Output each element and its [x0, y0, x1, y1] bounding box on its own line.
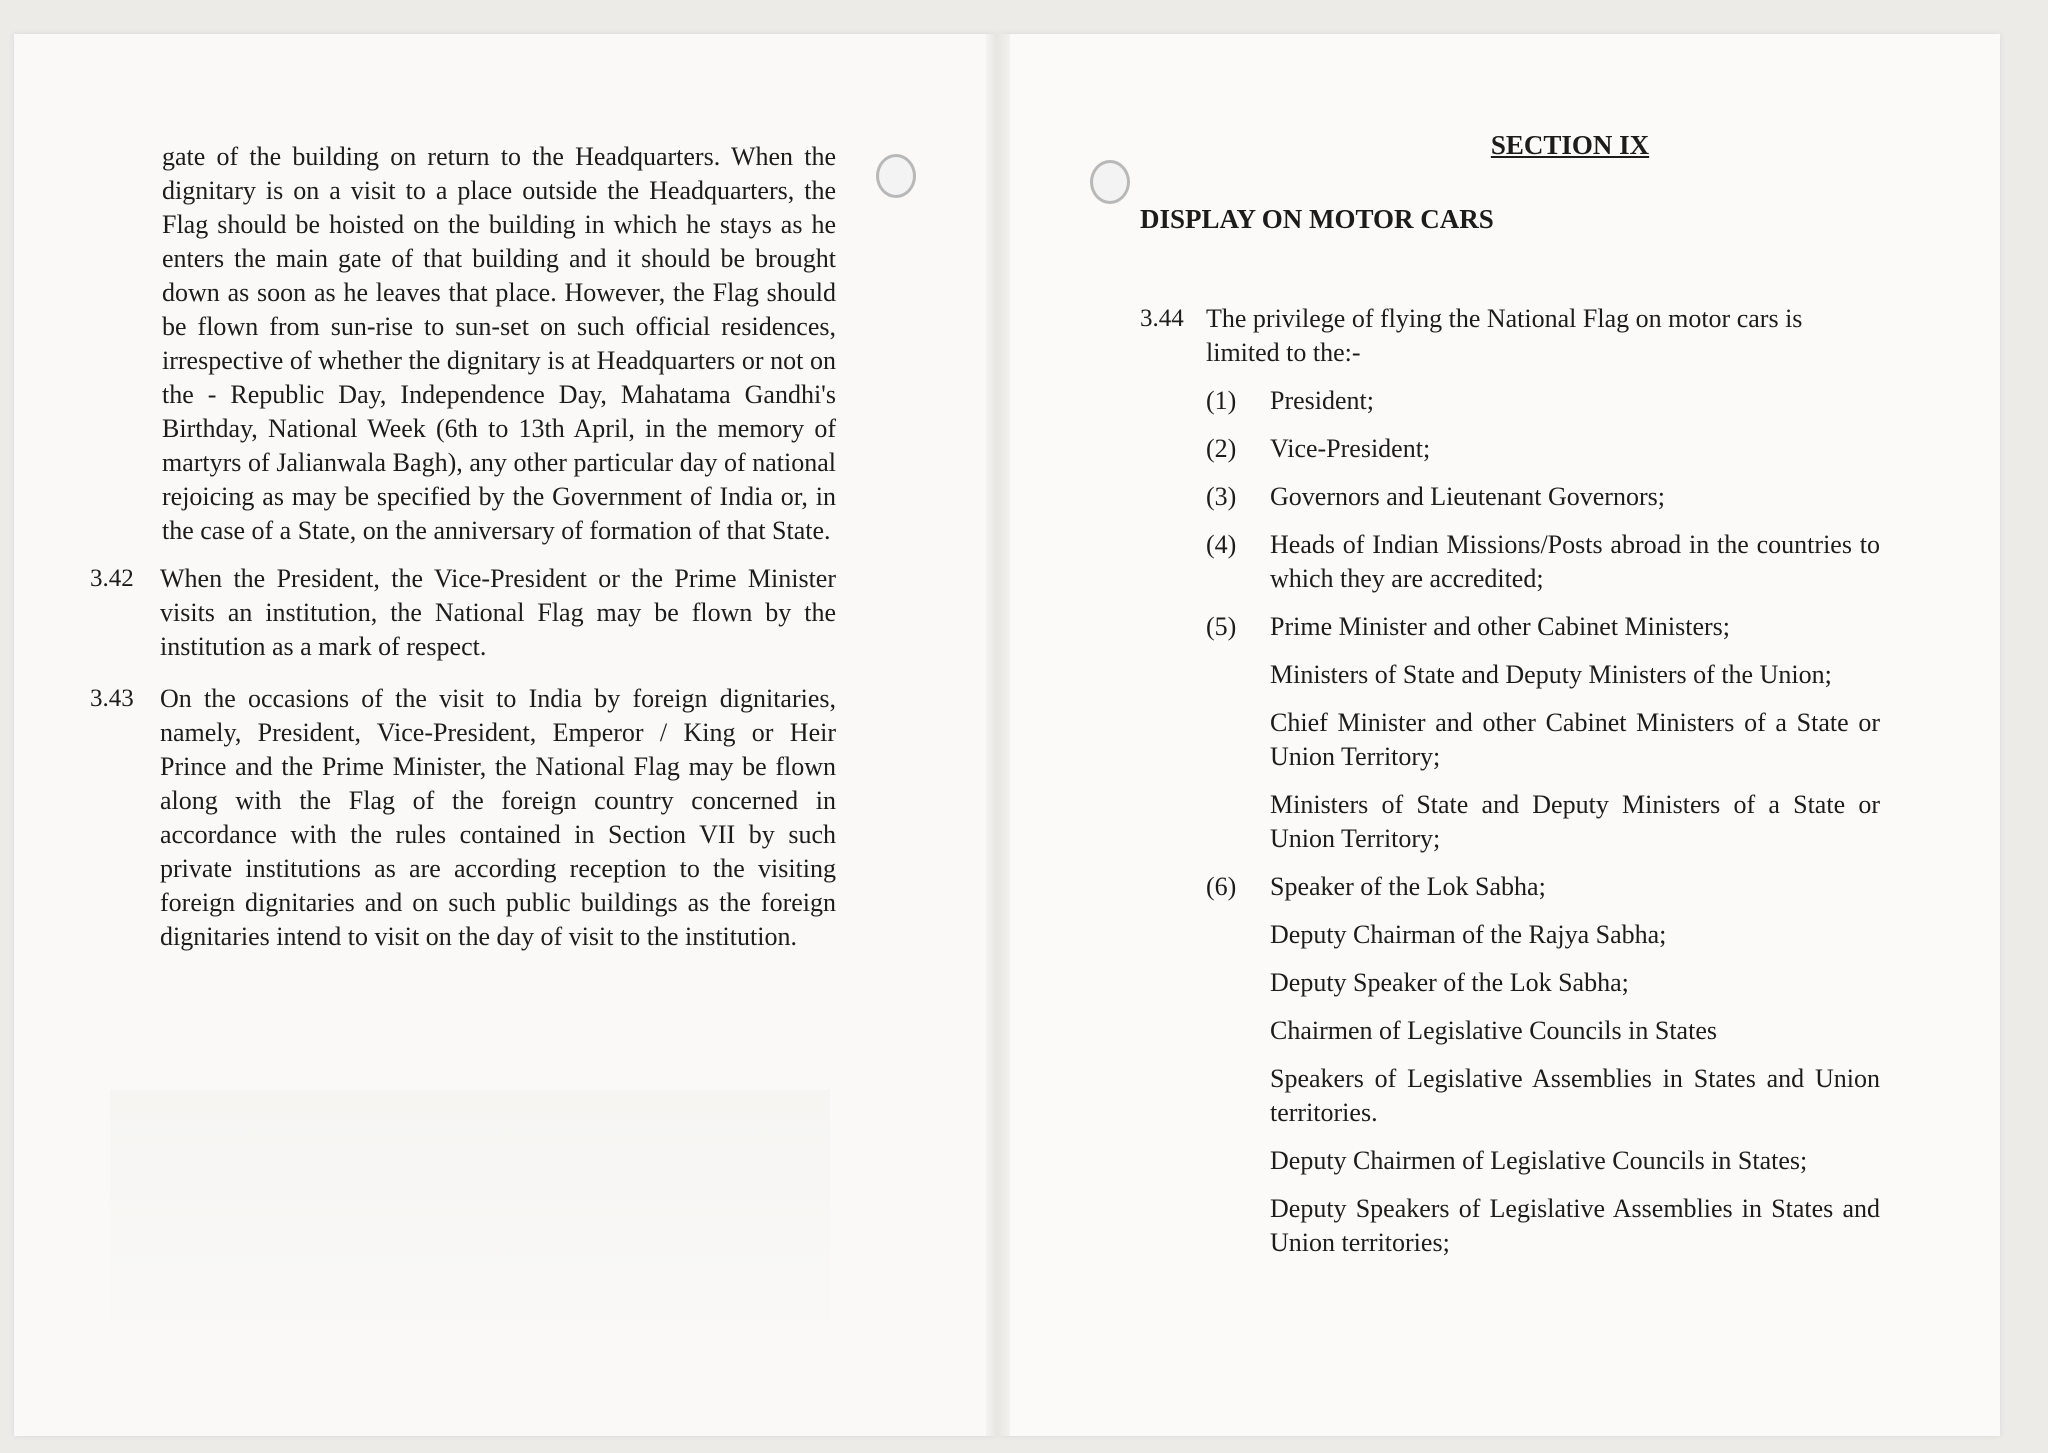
sub-list-item: Deputy Speakers of Legislative Assemblies in States and Union territories; — [1270, 1194, 1880, 1257]
sub-list-item: Deputy Speaker of the Lok Sabha; — [1270, 968, 1629, 997]
sub-list-item: Chairmen of Legislative Councils in States — [1270, 1016, 1717, 1045]
list-item-text: Heads of Indian Missions/Posts abroad in the countries to which they are accredited; — [1270, 530, 1880, 593]
sub-list-item: Deputy Chairmen of Legislative Councils in States; — [1270, 1146, 1808, 1175]
left-column — [90, 140, 836, 954]
paragraph-text: On the occasions of the visit to India by foreign dignitaries, namely, President, Vice-President, Emperor / King or Heir Prince and the Prime Minister, the National Flag may be flown along with the Flag of the foreign country concerned in accordance with the rules contained in Section VII by such private institutions as are according reception to the visiting foreign dignitaries and on such public buildings as the foreign dignitaries intend to visit on the day of visit to the institution. — [160, 684, 836, 951]
sub-list-item: Ministers of State and Deputy Ministers of the Union; — [1270, 660, 1832, 689]
list-item — [1206, 384, 1880, 418]
paragraph-number: 3.43 — [90, 685, 134, 712]
list-item — [1206, 528, 1880, 596]
bleed-through-shadow — [110, 1090, 830, 1350]
paragraph-3-42 — [90, 562, 836, 664]
right-column — [1140, 128, 1880, 1260]
list-item-number: (6) — [1206, 872, 1237, 901]
list-item-text: Prime Minister and other Cabinet Ministers; — [1270, 612, 1730, 641]
list-item-text: President; — [1270, 386, 1374, 415]
sub-list-item: Ministers of State and Deputy Ministers of a State or Union Territory; — [1270, 790, 1880, 853]
section-subtitle: DISPLAY ON MOTOR CARS — [1140, 204, 1494, 234]
list-item-text: Speaker of the Lok Sabha; — [1270, 872, 1546, 901]
paragraph-number: 3.44 — [1140, 305, 1184, 332]
paragraph-text: When the President, the Vice-President or the Prime Minister visits an institution, the National Flag may be flown by the institution as a mark of respect. — [160, 564, 836, 661]
list-item — [1206, 432, 1880, 466]
sub-list-item: Chief Minister and other Cabinet Ministers of a State or Union Territory; — [1270, 708, 1880, 771]
paragraph-number: 3.42 — [90, 565, 134, 592]
list-item-number: (4) — [1206, 530, 1237, 559]
paragraph-3-44 — [1140, 302, 1880, 370]
list-item-number: (3) — [1206, 482, 1237, 511]
paragraph-text: The privilege of flying the National Flag on motor cars is limited to the:- — [1206, 304, 1803, 367]
list-item-number: (5) — [1206, 612, 1237, 641]
list-item-text: Governors and Lieutenant Governors; — [1270, 482, 1665, 511]
punch-hole-left — [876, 154, 916, 198]
list-item — [1206, 480, 1880, 514]
sub-list-item: Deputy Chairman of the Rajya Sabha; — [1270, 920, 1667, 949]
list-item — [1206, 870, 1880, 904]
list-item — [1206, 610, 1880, 644]
paragraph-3-43 — [90, 682, 836, 954]
section-title: SECTION IX — [1490, 130, 1650, 160]
punch-hole-right — [1090, 160, 1130, 204]
continuation-paragraph: gate of the building on return to the Headquarters. When the dignitary is on a visit to a place outside the Headquarters, the Flag should be hoisted on the building in which he stays as he enters the main gate of that building and it should be brought down as soon as he leaves that place. However, the Flag should be flown from sun-rise to sun-set on such official residences, irrespective of whether the dignitary is at Headquarters or not on the - Republic Day, Independence Day, Mahatama Gandhi's Birthday, National Week (6th to 13th April, in the memory of martyrs of Jalianwala Bagh), any other particular day of national rejoicing as may be specified by the Government of India or, in the case of a State, on the anniversary of formation of that State. — [162, 142, 836, 545]
book-gutter — [986, 34, 1010, 1436]
list-item-text: Vice-President; — [1270, 434, 1431, 463]
list-item-number: (2) — [1206, 434, 1237, 463]
list-item-number: (1) — [1206, 386, 1237, 415]
sub-list-item: Speakers of Legislative Assemblies in States and Union territories. — [1270, 1064, 1880, 1127]
